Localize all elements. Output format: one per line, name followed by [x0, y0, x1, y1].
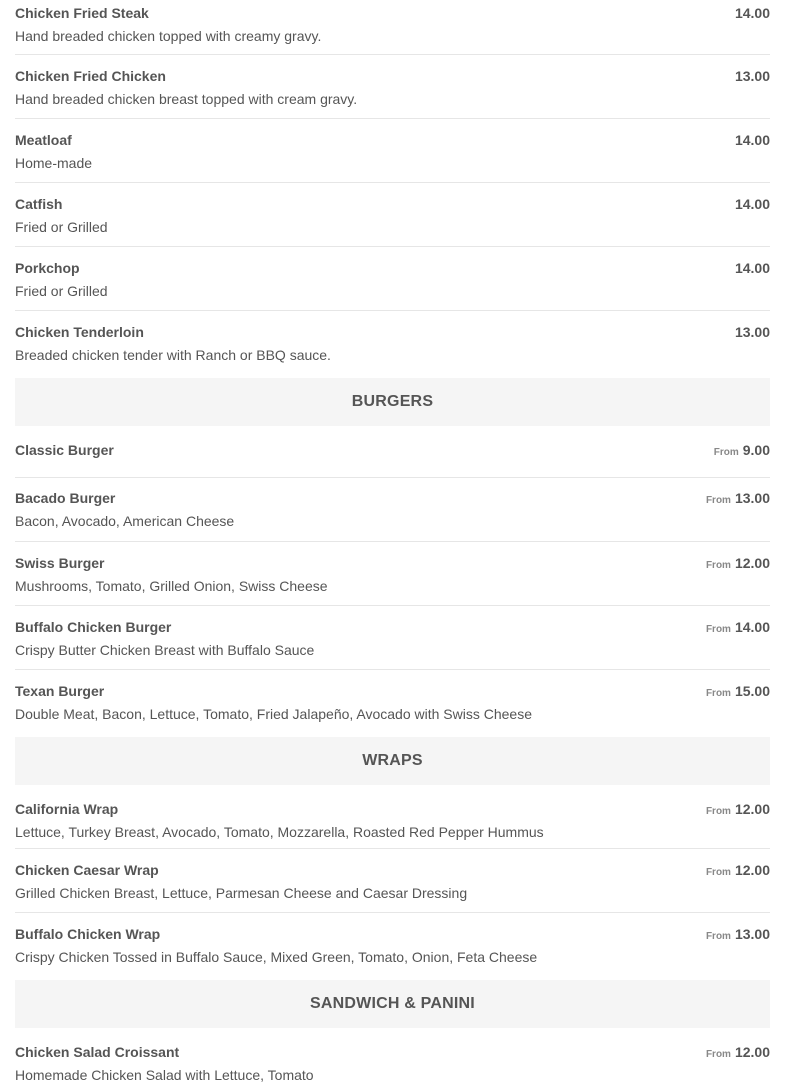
menu-item[interactable]	[15, 913, 770, 980]
menu-item[interactable]	[15, 426, 770, 478]
from-label: From	[705, 1049, 731, 1060]
section-header-sandwich: SANDWICH & PANINI	[15, 980, 770, 1028]
item-description: Fried or Grilled	[15, 219, 108, 235]
item-price: 13.00	[734, 68, 770, 84]
item-name: Swiss Burger	[15, 555, 105, 571]
item-name: Porkchop	[15, 260, 80, 276]
from-label: From	[705, 688, 731, 699]
section-header-wraps: WRAPS	[15, 737, 770, 785]
item-price: 14.00	[734, 5, 770, 21]
price-group	[706, 1044, 770, 1060]
menu-item[interactable]	[15, 785, 770, 849]
from-label: From	[705, 931, 731, 942]
menu-item[interactable]	[15, 606, 770, 670]
menu-item[interactable]	[15, 478, 770, 542]
item-description: Crispy Butter Chicken Breast with Buffalo Sauce	[15, 642, 315, 658]
menu-item[interactable]	[15, 119, 770, 183]
price-group	[706, 862, 770, 878]
price-group	[706, 490, 770, 506]
item-name: Chicken Fried Chicken	[15, 68, 166, 84]
item-name: Buffalo Chicken Wrap	[15, 926, 161, 942]
item-price: 14.00	[734, 196, 770, 212]
menu-item[interactable]	[15, 542, 770, 606]
menu-item[interactable]	[15, 849, 770, 913]
price-group	[706, 926, 770, 942]
burgers-list	[15, 426, 770, 737]
from-label: From	[705, 495, 731, 506]
from-label: From	[705, 624, 731, 635]
section-header-burgers: BURGERS	[15, 378, 770, 426]
item-price: 12.00	[734, 1044, 770, 1060]
item-description: Double Meat, Bacon, Lettuce, Tomato, Fried Jalapeño, Avocado with Swiss Cheese	[15, 706, 533, 722]
item-description: Grilled Chicken Breast, Lettuce, Parmesan Cheese and Caesar Dressing	[15, 885, 468, 901]
item-description: Crispy Chicken Tossed in Buffalo Sauce, Mixed Green, Tomato, Onion, Feta Cheese	[15, 949, 538, 965]
price-group	[706, 555, 770, 571]
item-price: 15.00	[734, 683, 770, 699]
menu	[15, 0, 770, 1088]
item-price: 12.00	[734, 862, 770, 878]
menu-item[interactable]	[15, 1028, 770, 1088]
price-group	[706, 683, 770, 699]
menu-item[interactable]	[15, 247, 770, 311]
menu-item[interactable]	[15, 183, 770, 247]
item-name: Catfish	[15, 196, 63, 212]
item-name: Buffalo Chicken Burger	[15, 619, 172, 635]
item-price: 12.00	[734, 801, 770, 817]
wraps-list	[15, 785, 770, 980]
item-description: Fried or Grilled	[15, 283, 108, 299]
item-description: Bacon, Avocado, American Cheese	[15, 513, 235, 529]
item-name: Chicken Salad Croissant	[15, 1044, 180, 1060]
from-label: From	[705, 560, 731, 571]
item-name: Texan Burger	[15, 683, 105, 699]
item-price: 9.00	[742, 442, 770, 458]
from-label: From	[705, 867, 731, 878]
item-description: Hand breaded chicken topped with creamy gravy.	[15, 28, 322, 44]
price-group	[714, 442, 770, 458]
item-description: Homemade Chicken Salad with Lettuce, Tomato	[15, 1067, 314, 1083]
menu-item[interactable]	[15, 670, 770, 737]
item-name: Classic Burger	[15, 442, 114, 458]
item-name: Chicken Tenderloin	[15, 324, 144, 340]
item-price: 12.00	[734, 555, 770, 571]
price-group	[706, 801, 770, 817]
item-price: 14.00	[734, 619, 770, 635]
mains-list	[15, 0, 770, 378]
item-description: Breaded chicken tender with Ranch or BBQ sauce.	[15, 347, 331, 363]
menu-item[interactable]	[15, 55, 770, 119]
item-name: Bacado Burger	[15, 490, 116, 506]
price-group	[706, 619, 770, 635]
item-price: 14.00	[734, 132, 770, 148]
from-label: From	[713, 447, 739, 458]
sandwich-list	[15, 1028, 770, 1088]
item-price: 13.00	[734, 926, 770, 942]
item-description: Home-made	[15, 155, 93, 171]
item-description: Mushrooms, Tomato, Grilled Onion, Swiss Cheese	[15, 578, 328, 594]
item-price: 13.00	[734, 324, 770, 340]
item-price: 13.00	[734, 490, 770, 506]
item-name: Chicken Fried Steak	[15, 5, 149, 21]
item-price: 14.00	[734, 260, 770, 276]
menu-item[interactable]	[15, 0, 770, 55]
item-name: Meatloaf	[15, 132, 72, 148]
item-description: Hand breaded chicken breast topped with cream gravy.	[15, 91, 358, 107]
from-label: From	[705, 806, 731, 817]
item-name: California Wrap	[15, 801, 119, 817]
item-name: Chicken Caesar Wrap	[15, 862, 159, 878]
item-description: Lettuce, Turkey Breast, Avocado, Tomato, Mozzarella, Roasted Red Pepper Hummus	[15, 824, 544, 840]
menu-item[interactable]	[15, 311, 770, 378]
